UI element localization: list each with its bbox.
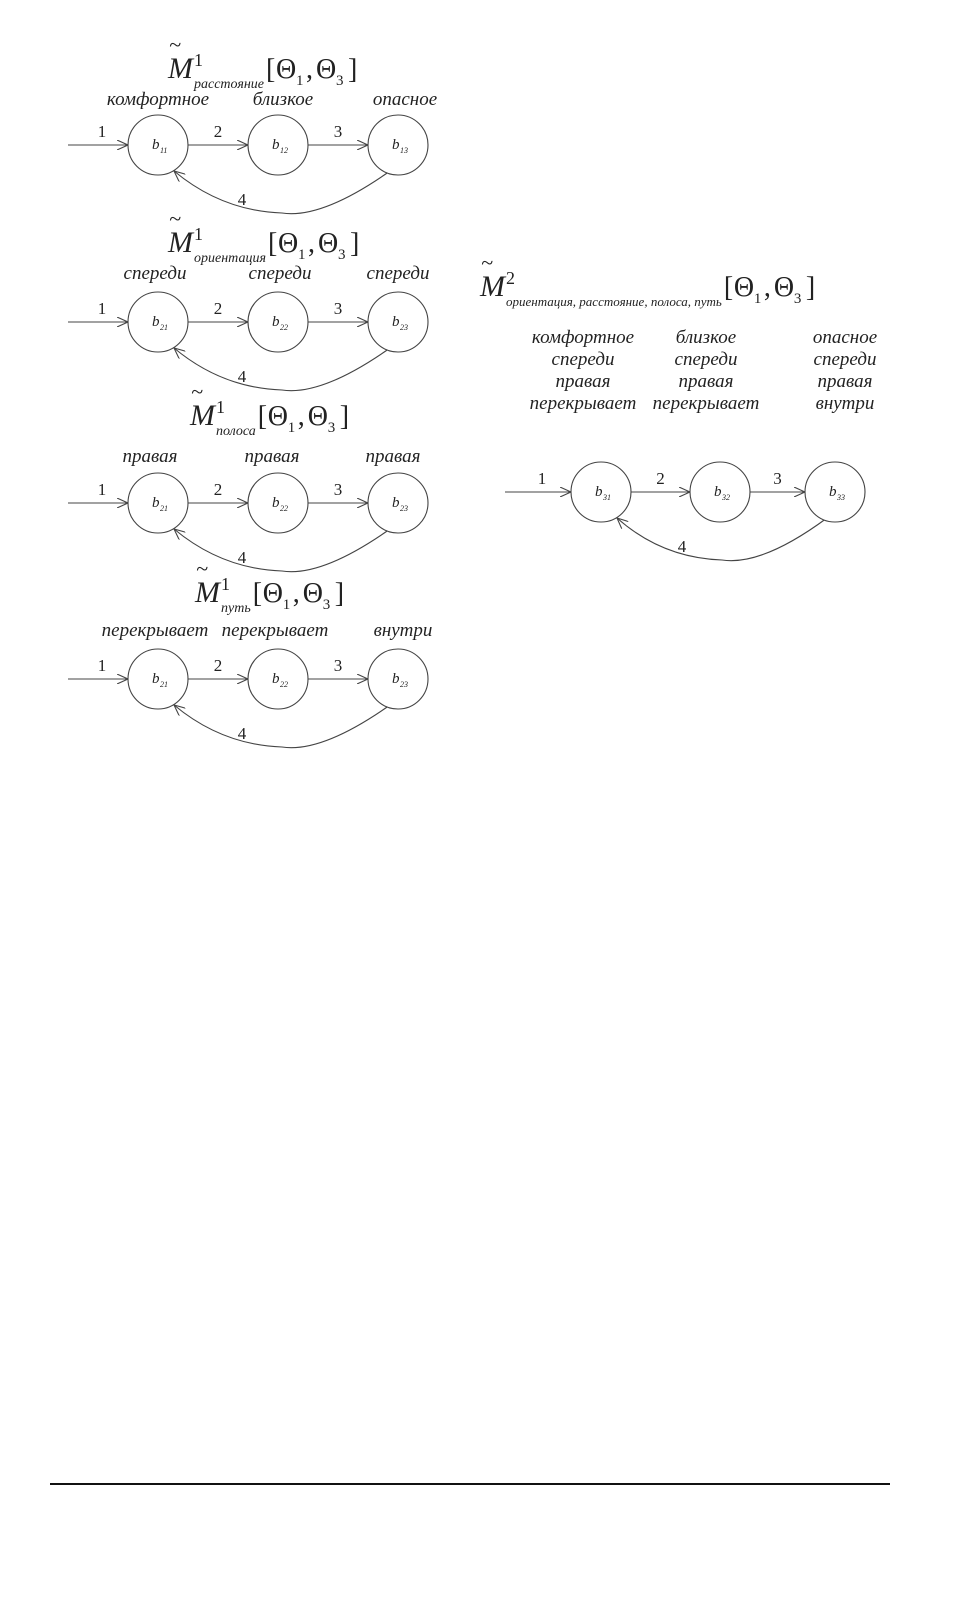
state-subscript: 33 xyxy=(837,493,845,502)
state-node xyxy=(368,292,428,352)
title-subscript: полоса xyxy=(216,424,256,439)
edge-label: 1 xyxy=(97,122,107,141)
state-name: b xyxy=(392,495,400,511)
state-node xyxy=(248,649,308,709)
title-superscript: 1 xyxy=(194,224,203,244)
state-label: внутри xyxy=(815,393,875,414)
state-subscript: 23 xyxy=(400,504,408,513)
theta-2-subscript: 3 xyxy=(336,73,344,89)
bracket-close: ] xyxy=(339,401,350,432)
edge-label: 4 xyxy=(237,548,247,567)
state-subscript: 13 xyxy=(400,146,408,155)
edge-label: 2 xyxy=(656,469,665,488)
state-label: перекрывает xyxy=(652,393,760,414)
state-subscript: 11 xyxy=(160,146,168,155)
state-node xyxy=(128,649,188,709)
edge-label: 2 xyxy=(213,480,223,499)
edge-label: 3 xyxy=(333,480,343,499)
state-label: комфортное xyxy=(106,89,210,110)
theta-1-subscript: 1 xyxy=(297,247,306,263)
state-name: b xyxy=(272,137,280,153)
state-subscript: 22 xyxy=(280,680,288,689)
comma: , xyxy=(306,54,314,85)
edge-label: 2 xyxy=(213,656,223,675)
diagram-title xyxy=(167,206,359,266)
theta-1-subscript: 1 xyxy=(287,420,296,436)
state-name: b xyxy=(152,314,160,330)
state-node xyxy=(128,473,188,533)
state-label: перекрывает xyxy=(221,620,329,641)
diagram-title xyxy=(167,32,357,92)
state-subscript: 21 xyxy=(160,680,168,689)
edge-return xyxy=(174,348,390,391)
title-symbol: M xyxy=(168,52,193,85)
comma: , xyxy=(763,272,771,303)
state-label: правая xyxy=(555,371,611,392)
state-label: опасное xyxy=(812,327,878,348)
state-label: правая xyxy=(365,446,421,467)
theta-1: Θ xyxy=(262,578,283,609)
edge-label: 1 xyxy=(97,656,107,675)
state-name: b xyxy=(392,671,400,687)
state-subscript: 23 xyxy=(400,323,408,332)
bracket-close: ] xyxy=(334,578,345,609)
state-label: перекрывает xyxy=(101,620,209,641)
theta-1: Θ xyxy=(267,401,289,432)
edge-label: 3 xyxy=(333,656,343,675)
state-subscript: 32 xyxy=(722,493,730,502)
diagram-lane xyxy=(68,379,428,572)
edge-label: 1 xyxy=(97,299,107,318)
state-node xyxy=(128,292,188,352)
tilde-accent: ~ xyxy=(481,250,493,275)
theta-2: Θ xyxy=(307,401,329,432)
state-name: b xyxy=(595,484,603,500)
theta-2-subscript: 3 xyxy=(793,291,802,307)
edge-label: 2 xyxy=(213,122,223,141)
state-subscript: 23 xyxy=(400,680,408,689)
state-label: близкое xyxy=(675,327,737,348)
state-name: b xyxy=(272,314,280,330)
theta-2-subscript: 3 xyxy=(337,247,346,263)
state-label: спереди xyxy=(674,349,738,370)
comma: , xyxy=(292,578,300,609)
state-name: b xyxy=(272,671,280,687)
title-subscript: путь xyxy=(221,601,251,616)
state-subscript: 22 xyxy=(280,504,288,513)
state-name: b xyxy=(152,671,160,687)
theta-1-subscript: 1 xyxy=(753,291,762,307)
edge-label: 3 xyxy=(333,122,343,141)
state-subscript: 31 xyxy=(603,493,611,502)
state-subscript: 22 xyxy=(280,323,288,332)
comma: , xyxy=(297,401,305,432)
edge-label: 4 xyxy=(237,190,247,209)
theta-2-subscript: 3 xyxy=(322,597,331,613)
title-superscript: 1 xyxy=(216,397,225,417)
title-superscript: 2 xyxy=(506,268,515,288)
tilde-accent: ~ xyxy=(191,379,203,404)
state-node xyxy=(571,462,631,522)
state-label: спереди xyxy=(366,263,430,284)
edge-label: 4 xyxy=(237,367,247,386)
bracket-close: ] xyxy=(805,272,816,303)
edge-return xyxy=(174,705,390,748)
title-symbol: M xyxy=(480,270,505,303)
diagram-combined xyxy=(479,250,877,561)
edge-return xyxy=(174,171,390,214)
theta-2: Θ xyxy=(773,272,795,303)
state-name: b xyxy=(152,137,160,153)
title-symbol: M xyxy=(168,226,193,259)
state-node xyxy=(368,115,428,175)
title-symbol: M xyxy=(195,576,220,609)
tilde-accent: ~ xyxy=(169,32,181,57)
edge-label: 2 xyxy=(213,299,223,318)
theta-1-subscript: 1 xyxy=(282,597,291,613)
state-node xyxy=(368,473,428,533)
diagram-title xyxy=(194,556,344,616)
bracket-open: [ xyxy=(266,54,276,85)
state-node xyxy=(128,115,188,175)
theta-2-subscript: 3 xyxy=(327,420,336,436)
state-label: правая xyxy=(678,371,734,392)
title-subscript: расстояние xyxy=(194,77,265,92)
state-label: близкое xyxy=(252,89,314,110)
theta-2: Θ xyxy=(317,228,339,259)
edge-label: 4 xyxy=(237,724,247,743)
state-label: спереди xyxy=(813,349,877,370)
tilde-accent: ~ xyxy=(169,206,181,231)
state-label: правая xyxy=(817,371,873,392)
state-label: спереди xyxy=(551,349,615,370)
state-label: внутри xyxy=(373,620,433,641)
comma: , xyxy=(307,228,315,259)
theta-2: Θ xyxy=(316,54,337,85)
diagram-title xyxy=(479,250,815,309)
state-name: b xyxy=(392,314,400,330)
edge-label: 1 xyxy=(97,480,107,499)
theta-1: Θ xyxy=(277,228,299,259)
bracket-open: [ xyxy=(257,401,268,432)
theta-1-subscript: 1 xyxy=(296,73,304,89)
title-superscript: 1 xyxy=(221,574,230,594)
state-node xyxy=(248,292,308,352)
state-name: b xyxy=(272,495,280,511)
diagram-title xyxy=(189,379,349,439)
edge-label: 1 xyxy=(537,469,547,488)
diagram-orientation xyxy=(68,206,429,391)
bracket-open: [ xyxy=(267,228,278,259)
edge-label: 4 xyxy=(677,537,687,556)
state-subscript: 21 xyxy=(160,323,168,332)
edge-label: 3 xyxy=(773,469,782,488)
bracket-close: ] xyxy=(349,228,360,259)
state-node xyxy=(690,462,750,522)
state-name: b xyxy=(714,484,722,500)
state-label: перекрывает xyxy=(529,393,637,414)
state-node xyxy=(248,115,308,175)
state-name: b xyxy=(152,495,160,511)
theta-2: Θ xyxy=(302,578,323,609)
title-superscript: 1 xyxy=(194,50,203,70)
diagram-distance xyxy=(68,32,437,214)
state-label: спереди xyxy=(248,263,312,284)
state-subscript: 21 xyxy=(160,504,168,513)
title-symbol: M xyxy=(190,399,215,432)
title-subscript: ориентация xyxy=(194,251,266,266)
bracket-open: [ xyxy=(723,272,734,303)
diagram-path xyxy=(68,556,432,748)
edge-return xyxy=(617,518,827,561)
title-subscript: ориентация, расстояние, полоса, путь xyxy=(506,294,722,309)
theta-1: Θ xyxy=(733,272,755,303)
state-label: правая xyxy=(122,446,178,467)
state-label: спереди xyxy=(123,263,187,284)
tilde-accent: ~ xyxy=(196,556,208,581)
edge-label: 3 xyxy=(333,299,343,318)
state-node xyxy=(248,473,308,533)
bracket-close: ] xyxy=(348,54,358,85)
state-node xyxy=(368,649,428,709)
state-node xyxy=(805,462,865,522)
state-name: b xyxy=(829,484,837,500)
theta-1: Θ xyxy=(276,54,297,85)
state-label: правая xyxy=(244,446,300,467)
state-subscript: 12 xyxy=(280,146,288,155)
state-label: комфортное xyxy=(531,327,635,348)
state-name: b xyxy=(392,137,400,153)
state-label: опасное xyxy=(372,89,438,110)
bracket-open: [ xyxy=(252,578,263,609)
